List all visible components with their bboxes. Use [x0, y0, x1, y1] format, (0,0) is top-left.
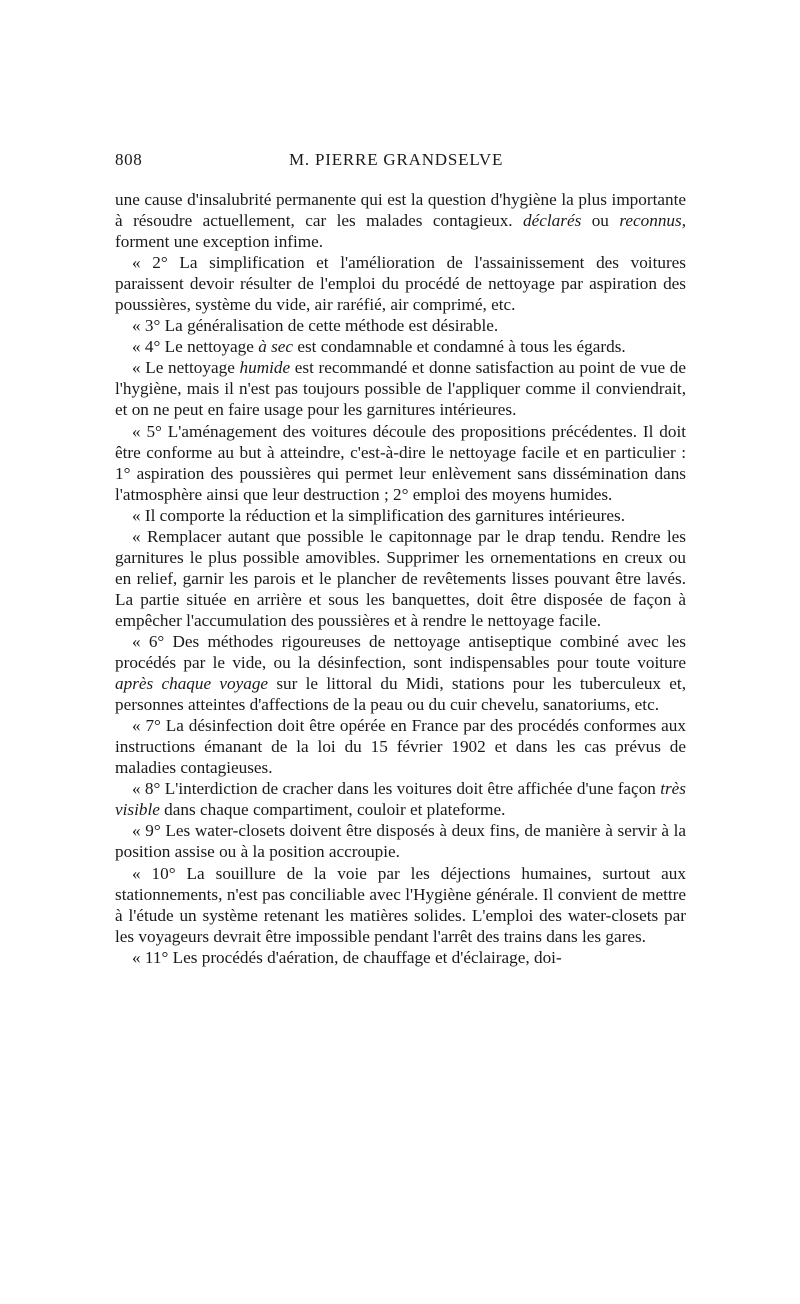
paragraph — [115, 863, 686, 947]
paragraph — [115, 778, 686, 820]
running-head: M. PIERRE GRANDSELVE — [289, 150, 504, 169]
paragraph — [115, 315, 686, 336]
text-run: une cause d'insalubrité permanente qui est la question d'hygiène la plus importante à résoudre actuellement, car les malades contagieux. — [115, 190, 686, 231]
page-header — [115, 150, 686, 174]
paragraph — [115, 189, 686, 252]
text-run: est recommandé et donne satisfaction au point de vue de l'hygiène, mais il n'est pas toujours possible de l'appliquer comme il conviendrait, et on ne peut en faire usage pour les garnitures intérieures. — [115, 358, 686, 420]
italic-text: après chaque voyage — [115, 674, 269, 694]
italic-text: à sec — [258, 337, 294, 357]
text-run: « Le nettoyage — [132, 358, 240, 378]
text-run: « Remplacer autant que possible le capitonnage par le drap tendu. Rendre les garnitures le plus possible amovibles. Supprimer les ornementations en creux ou en relief, garnir les parois et le plancher de revêtements lisses pouvant être lavés. La partie située en arrière et sous les banquettes, doit être disposée de façon à empêcher l'accumulation des poussières et à rendre le nettoyage facile. — [115, 526, 686, 630]
text-run: dans chaque compartiment, couloir et plateforme. — [159, 800, 506, 820]
text-run: « 4° Le nettoyage — [132, 337, 259, 357]
italic-text: reconnus — [619, 211, 682, 231]
paragraph — [115, 357, 686, 420]
text-run: sur le littoral du Midi, stations pour les tuberculeux et, personnes atteintes d'affections de la peau ou du cuir chevelu, sanatoriums, etc. — [115, 674, 686, 715]
paragraph — [115, 820, 686, 862]
text-run: est condamnable et condamné à tous les égards. — [293, 337, 626, 357]
text-run: « 2° La simplification et l'amélioration de l'assainissement des voitures paraissent devoir résulter de l'emploi du procédé de nettoyage par aspiration des poussières, système du vide, air raréfié, air comprimé, etc. — [115, 253, 686, 315]
text-run: « 7° La désinfection doit être opérée en France par des procédés conformes aux instructions émanant de la loi du 15 février 1902 et dans les cas prévus de maladies contagieuses. — [115, 716, 686, 778]
text-run: « 3° La généralisation de cette méthode est désirable. — [132, 316, 499, 336]
italic-text: humide — [239, 358, 291, 378]
text-run: « 6° Des méthodes rigoureuses de nettoyage antiseptique combiné avec les procédés par le vide, ou la désinfection, sont indispensables pour toute voiture — [115, 631, 686, 673]
paragraph — [115, 715, 686, 778]
text-run: « 11° Les procédés d'aération, de chauffage et d'éclairage, doi- — [132, 947, 562, 967]
text-run: « 8° L'interdiction de cracher dans les voitures doit être affichée d'une façon — [132, 779, 661, 799]
book-page — [115, 150, 686, 968]
text-run: « 9° Les water-closets doivent être disposés à deux fins, de manière à servir à la position assise ou à la position accroupie. — [115, 821, 686, 862]
text-run: « 5° L'aménagement des voitures découle des propositions précédentes. Il doit être conforme au but à atteindre, c'est-à-dire le nettoyage facile et en particulier : 1° aspiration des poussières qui permet leur enlèvement sans dissémination dans l'atmosphère ainsi que leur destruction ; 2° emploi des moyens humides. — [115, 421, 686, 504]
text-run: « 10° La souillure de la voie par les déjections humaines, surtout aux stationnements, n'est pas conciliable avec l'Hygiène générale. Il convient de mettre à l'étude un système retenant les matières solides. L'emploi des water-closets par les voyageurs devrait être impossible pendant l'arrêt des trains dans les gares. — [115, 863, 686, 946]
italic-text: très visible — [115, 779, 686, 820]
paragraph — [115, 336, 686, 357]
text-run: , forment une exception infime. — [115, 211, 686, 252]
paragraph — [115, 526, 686, 631]
paragraph — [115, 421, 686, 505]
body-text — [115, 189, 686, 968]
text-run: « Il comporte la réduction et la simplification des garnitures intérieures. — [132, 505, 626, 525]
text-run: ou — [581, 211, 620, 231]
paragraph — [115, 505, 686, 526]
italic-text: déclarés — [523, 211, 582, 231]
paragraph — [115, 631, 686, 715]
paragraph — [115, 252, 686, 315]
paragraph — [115, 947, 686, 968]
page-number: 808 — [115, 150, 143, 169]
